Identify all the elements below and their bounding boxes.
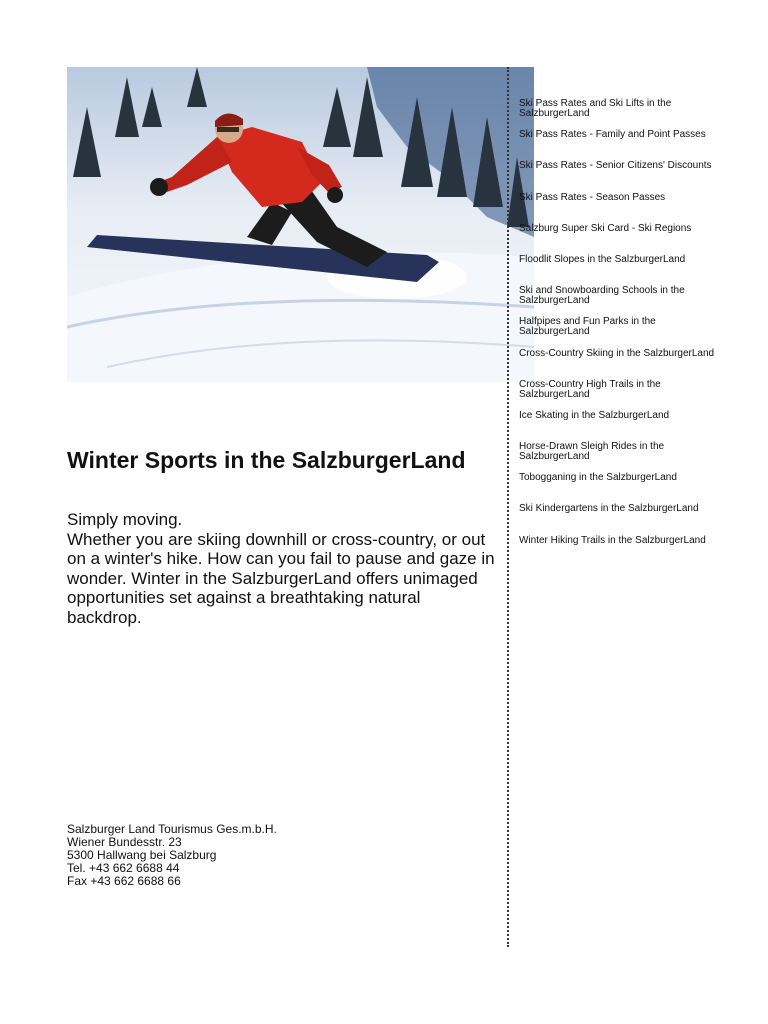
link-item[interactable]	[519, 255, 719, 286]
link-item[interactable]	[519, 286, 719, 317]
address-fax: Fax +43 662 6688 66	[67, 874, 181, 888]
link-item[interactable]	[519, 473, 719, 504]
link-item[interactable]	[519, 411, 719, 442]
link-item[interactable]	[519, 130, 719, 161]
link-item[interactable]	[519, 193, 719, 224]
related-links-list	[519, 99, 719, 567]
link-label: Ice Skating in the SalzburgerLand	[519, 409, 670, 421]
link-item[interactable]	[519, 349, 719, 380]
link-label: Ski Kindergartens in the SalzburgerLand	[519, 503, 699, 515]
link-label: Cross-Country High Trails in the SalzburgerLand	[519, 378, 661, 400]
link-label: Cross-Country Skiing in the SalzburgerLand	[519, 347, 715, 359]
contact-address	[67, 823, 367, 888]
link-label: Horse-Drawn Sleigh Rides in the SalzburgerLand	[519, 441, 665, 463]
link-label: Winter Hiking Trails in the SalzburgerLand	[519, 534, 706, 546]
snowboarder-photo	[67, 67, 534, 382]
address-street: Wiener Bundesstr. 23	[67, 835, 182, 849]
link-item[interactable]	[519, 317, 719, 348]
link-item[interactable]	[519, 161, 719, 192]
link-item[interactable]	[519, 536, 719, 567]
link-label: Ski and Snowboarding Schools in the SalzburgerLand	[519, 285, 685, 307]
link-label: Ski Pass Rates - Season Passes	[519, 191, 666, 203]
link-label: Tobogganing in the SalzburgerLand	[519, 472, 677, 484]
link-label: Floodlit Slopes in the SalzburgerLand	[519, 253, 686, 265]
address-company: Salzburger Land Tourismus Ges.m.b.H.	[67, 822, 277, 836]
vertical-dotted-divider	[507, 67, 509, 947]
link-label: Salzburg Super Ski Card - Ski Regions	[519, 222, 692, 234]
intro-text	[67, 510, 497, 627]
link-label: Halfpipes and Fun Parks in the SalzburgerLand	[519, 316, 656, 338]
address-tel: Tel. +43 662 6688 44	[67, 861, 180, 875]
link-label: Ski Pass Rates - Senior Citizens' Discounts	[519, 160, 712, 172]
link-label: Ski Pass Rates - Family and Point Passes	[519, 129, 706, 141]
link-item[interactable]	[519, 99, 719, 130]
page-title: Winter Sports in the SalzburgerLand	[67, 447, 466, 473]
link-item[interactable]	[519, 380, 719, 411]
link-item[interactable]	[519, 442, 719, 473]
address-city: 5300 Hallwang bei Salzburg	[67, 848, 217, 862]
intro-body: Whether you are skiing downhill or cross-country, or out on a winter's hike. How can you fail to pause and gaze in wonder. Winter in the SalzburgerLand offers unimaged opportunities set against a breathtaking natural backdrop.	[67, 529, 495, 627]
link-item[interactable]	[519, 504, 719, 535]
link-item[interactable]	[519, 224, 719, 255]
link-label: Ski Pass Rates and Ski Lifts in the SalzburgerLand	[519, 98, 672, 119]
intro-lead: Simply moving.	[67, 510, 183, 529]
